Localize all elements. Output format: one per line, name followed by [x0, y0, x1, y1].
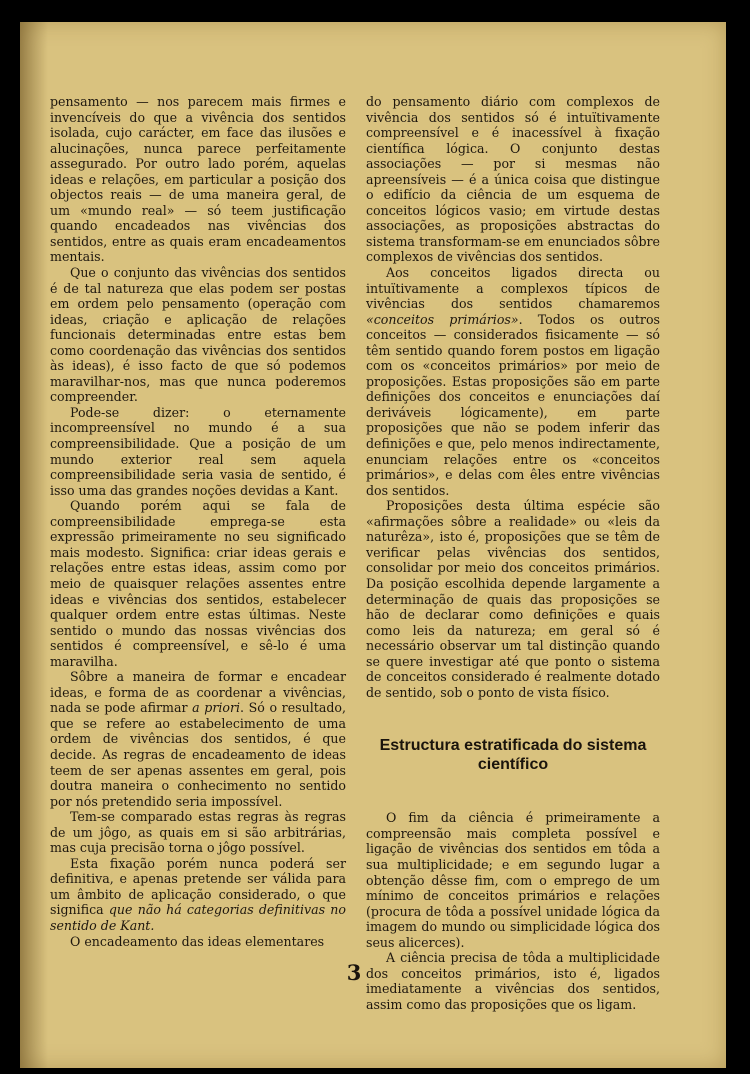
paragraph: Proposições desta última espécie são «afirmações sôbre a realidade» ou «leis da naturêza», isto é, proposições que se têm de verificar pelas vivências dos sentidos, consolidar por meio dos conceitos primários. Da posição escolhida depende largamente a determinação de quais das proposições se hão de declarar como definições e quais como leis da natureza; em geral só é necessário observar um tal distinção quando se quere investigar até que ponto o sistema de conceitos considerado é realmente dotado de sentido, sob o ponto de vista físico. — [366, 498, 660, 700]
paragraph: Que o conjunto das vivências dos sentidos é de tal natureza que elas podem ser postas em ordem pelo pensamento (operação com ideas, criação e aplicação de relações funcionais determinadas entre estas bem como coordenação das vivências dos sentidos às ideas), é isso facto de que só podemos maravilhar-nos, mas que nunca poderemos compreender. — [50, 265, 346, 405]
paragraph: Quando porém aqui se fala de compreensibilidade emprega-se esta expressão primeiramente no seu significado mais modesto. Significa: criar ideas gerais e relações entre estas ideas, assim como por meio de quaisquer relações assentes entre ideas e vivências dos sentidos, estabelecer qualquer ordem entre estas últimas. Neste sentido o mundo das nossas vivências dos sentidos é compreensível, e sê-lo é uma maravilha. — [50, 498, 346, 669]
paragraph — [366, 265, 660, 498]
text-run: . Todos os outros conceitos — considerados fisicamente — só têm sentido quando forem postos em ligação com os «conceitos primários» por meio de proposições. Estas proposições são em parte definições dos conceitos e enunciações daí deriváveis lógicamente), em parte proposições que não se podem inferir das definições e que, pelo menos indirectamente, enunciam relações entre os «conceitos primários», e delas com êles entre vivências dos sentidos. — [366, 311, 660, 498]
paragraph: Pode-se dizer: o eternamente incompreensível no mundo é a sua compreensibilidade. Que a posição de um mundo exterior real sem aquela compreensibilidade seria vasia de sentido, é isso uma das grandes noções devidas a Kant. — [50, 404, 346, 498]
page-gutter-shadow — [20, 22, 48, 1068]
paragraph: O fim da ciência é primeiramente a compreensão mais completa possível e ligação de vivências dos sentidos em tôda a sua multiplicidade; e em segundo lugar a obtenção dêsse fim, com o emprego de um mínimo de conceitos primários e relações (procura de tôda a possível unidade lógica da imagem do mundo ou simplicidade lógica dos seus alicerces). — [366, 810, 660, 950]
paragraph: pensamento — nos parecem mais firmes e invencíveis do que a vivência dos sentidos isolada, cujo carácter, em face das ilusões e alucinações, nunca parece perfeitamente assegurado. Por outro lado porém, aquelas ideas e relações, em particular a posição dos objectos reais — de uma maneira geral, de um «mundo real» — só teem justificação quando encadeados nas vivências dos sentidos, entre as quais eram encadeamentos mentais. — [50, 94, 346, 265]
paragraph: A ciência precisa de tôda a multiplicidade dos conceitos primários, isto é, ligados imediatamente a vivências dos sentidos, assim como das proposições que os ligam. — [366, 950, 660, 1012]
right-text-column — [366, 94, 660, 1012]
left-text-column — [50, 94, 346, 949]
text-run: Sôbre a maneira de formar e encadear ideas, e forma de as coordenar a vivências, nada se pode afirmar — [50, 669, 346, 716]
italic-term: a priori — [192, 700, 241, 716]
italic-phrase: que não há categorias definitivas no sentido de Kant. — [50, 902, 346, 933]
paragraph: do pensamento diário com complexos de vivência dos sentidos só é intuïtivamente compreensível e é inacessível à fixação científica lógica. O conjunto destas associações — por si mesmas não apreensíveis — é a única coisa que distingue o edifício da ciência de um esquema de conceitos lógicos vasio; em virtude destas associações, as proposições abstractas do sistema transformam-se em enunciados sôbre complexos de vivências dos sentidos. — [366, 94, 660, 265]
page-number: 3 — [346, 960, 362, 985]
paragraph: O encadeamento das ideas elementares — [70, 933, 325, 949]
paragraph — [50, 856, 346, 934]
section-heading: Estructura estratificada do sistema científico — [379, 737, 647, 774]
paragraph — [50, 669, 346, 809]
text-run: Aos conceitos ligados directa ou intuïtivamente a complexos típicos de vivências dos sentidos chamaremos — [366, 265, 660, 312]
italic-term: «conceitos primários» — [366, 311, 519, 327]
text-run: . Só o resultado, que se refere ao estabelecimento de uma ordem de vivências dos sentidos, é que decide. As regras de encadeamento de ideas teem de ser apenas assentes em geral, pois doutra maneira o conhecimento no sentido por nós pretendido seria impossível. — [50, 700, 346, 809]
paragraph: Tem-se comparado estas regras às regras de um jôgo, as quais em si são arbitrárias, mas cuja precisão torna o jôgo possível. — [50, 809, 346, 856]
book-page — [20, 22, 726, 1068]
text-run: Esta fixação porém nunca poderá ser definitiva, e apenas pretende ser válida para um âmbito de aplicação considerado, o que significa — [50, 855, 346, 918]
